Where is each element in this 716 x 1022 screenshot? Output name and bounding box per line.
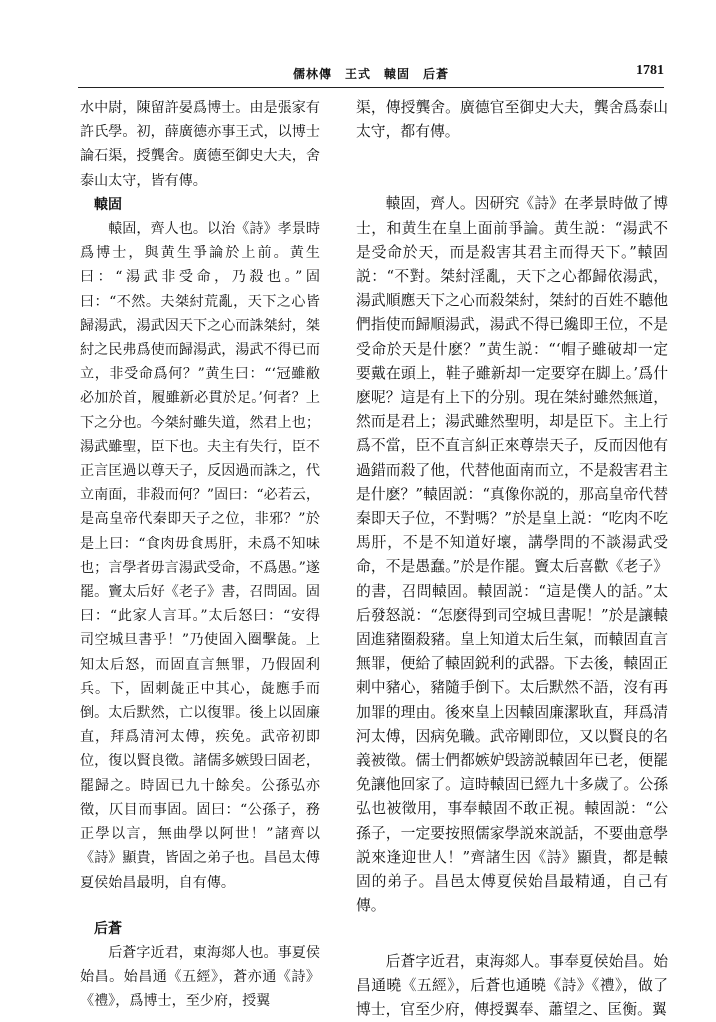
header-rule bbox=[78, 87, 664, 88]
page-header bbox=[78, 63, 664, 85]
right-intro-paragraph: 渠，傳授龔舍。廣德官至御史大夫，龔舍爲泰山太守，都有傳。 bbox=[356, 96, 668, 144]
right-hou-cang-paragraph: 后蒼字近君，東海郯人。事奉夏侯始昌。始昌通曉《五經》，后蒼也通曉《詩》《禮》，做了博士，官至少府，傳授翼奉、蕭望之、匡衡。翼 bbox=[356, 950, 668, 1022]
section-spacer bbox=[356, 144, 668, 168]
section-spacer bbox=[356, 919, 668, 950]
section-heading-yuan-gu: 轅固 bbox=[80, 193, 320, 217]
running-head: 儒林傳 王式 轅固 后蒼 bbox=[78, 65, 664, 82]
right-yuan-gu-paragraph: 轅固，齊人。因研究《詩》在孝景時做了博士，和黄生在皇上面前爭論。黄生説：“湯武不是受命於天，而是殺害其君主而得天下。”轅固説：“不對。桀紂淫亂，天下之心都歸依湯武，湯武順應天下之心而殺桀紂，桀紂的百姓不聽他們指使而歸順湯武，湯武不得已纔即王位，不是受命於天是什麽？”黄生説：“‘帽子雖破却一定要戴在頭上，鞋子雖新却一定要穿在脚上。’爲什麽呢？這是有上下的分别。現在桀紂雖然無道，然而是君上；湯武雖然聖明，却是臣下。主上行爲不當，臣不直言糾正來尊崇天子，反而因他有過錯而殺了他，代替他面南而立，不是殺害君主是什麽？”轅固説：“真像你説的，那高皇帝代替秦即天子位，不對嗎？”於是皇上説：“吃肉不吃馬肝，不是不知道好壞，講學問的不談湯武受命，不是愚蠢。”於是作罷。竇太后喜歡《老子》的書，召問轅固。轅固説：“這是僕人的話。”太后發怒説：“怎麽得到司空城旦書呢！”於是讓轅固進豬圈殺豬。皇上知道太后生氣，而轅固直言無罪，便給了轅固鋭利的武器。下去後，轅固正刺中豬心，豬隨手倒下。太后默然不語，沒有再加罪的理由。後來皇上因轅固廉潔耿直，拜爲清河太傅，因病免職。武帝剛即位，又以賢良的名義被徵。儒士們都嫉妒毁謗説轅固年已老，便罷免讓他回家了。這時轅固已經九十多歲了。公孫弘也被徵用，事奉轅固不敢正視。轅固説：“公孫子，一定要按照儒家學説來説話，不要曲意學説來逢迎世人！”齊諸生因《詩》顯貴，都是轅固的弟子。昌邑太傅夏侯始昌最精通，自己有傳。 bbox=[356, 192, 668, 918]
left-column-classical-text bbox=[80, 96, 320, 1014]
left-yuan-gu-paragraph: 轅固，齊人也。以治《詩》孝景時爲博士，與黄生爭論於上前。黄生曰：“湯武非受命，乃殺也。”固曰：“不然。夫桀紂荒亂，天下之心皆歸湯武，湯武因天下之心而誅桀紂，桀紂之民弗爲使而歸湯武，湯武不得已而立，非受命爲何？”黄生曰：“‘冠雖敝必加於首，履雖新必貫於足。’何者？上下之分也。今桀紂雖失道，然君上也；湯武雖聖，臣下也。夫主有失行，臣不正言匡過以尊天子，反因過而誅之，代立南面，非殺而何？”固曰：“必若云，是高皇帝代秦即天子之位，非邪？”於是上曰：“食肉毋食馬肝，未爲不知味也；言學者毋言湯武受命，不爲愚。”遂罷。竇太后好《老子》書，召問固。固曰：“此家人言耳。”太后怒曰：“安得司空城旦書乎！”乃使固入圈擊彘。上知太后怒，而固直言無罪，乃假固利兵。下，固刺彘正中其心，彘應手而倒。太后默然，亡以復罪。後上以固廉直，拜爲清河太傅，疾免。武帝初即位，復以賢良徵。諸儒多嫉毁曰固老，罷歸之。時固已九十餘矣。公孫弘亦徵，仄目而事固。固曰：“公孫子，務正學以言，無曲學以阿世！”諸齊以《詩》顯貴，皆固之弟子也。昌邑太傅夏侯始昌最明，自有傳。 bbox=[80, 217, 320, 895]
section-spacer bbox=[80, 895, 320, 917]
left-intro-paragraph: 水中尉，陳留許晏爲博士。由是張家有許氏學。初，薛廣德亦事王式，以博士論石渠，授龔舍。廣德至御史大夫，舍泰山太守，皆有傳。 bbox=[80, 96, 320, 193]
right-column-translation bbox=[356, 96, 668, 1022]
section-heading-hou-cang: 后蒼 bbox=[80, 917, 320, 941]
page-number: 1781 bbox=[636, 63, 664, 79]
left-hou-cang-paragraph: 后蒼字近君，東海郯人也。事夏侯始昌。始昌通《五經》，蒼亦通《詩》《禮》，爲博士，至少府，授翼 bbox=[80, 941, 320, 1014]
section-spacer bbox=[356, 168, 668, 192]
